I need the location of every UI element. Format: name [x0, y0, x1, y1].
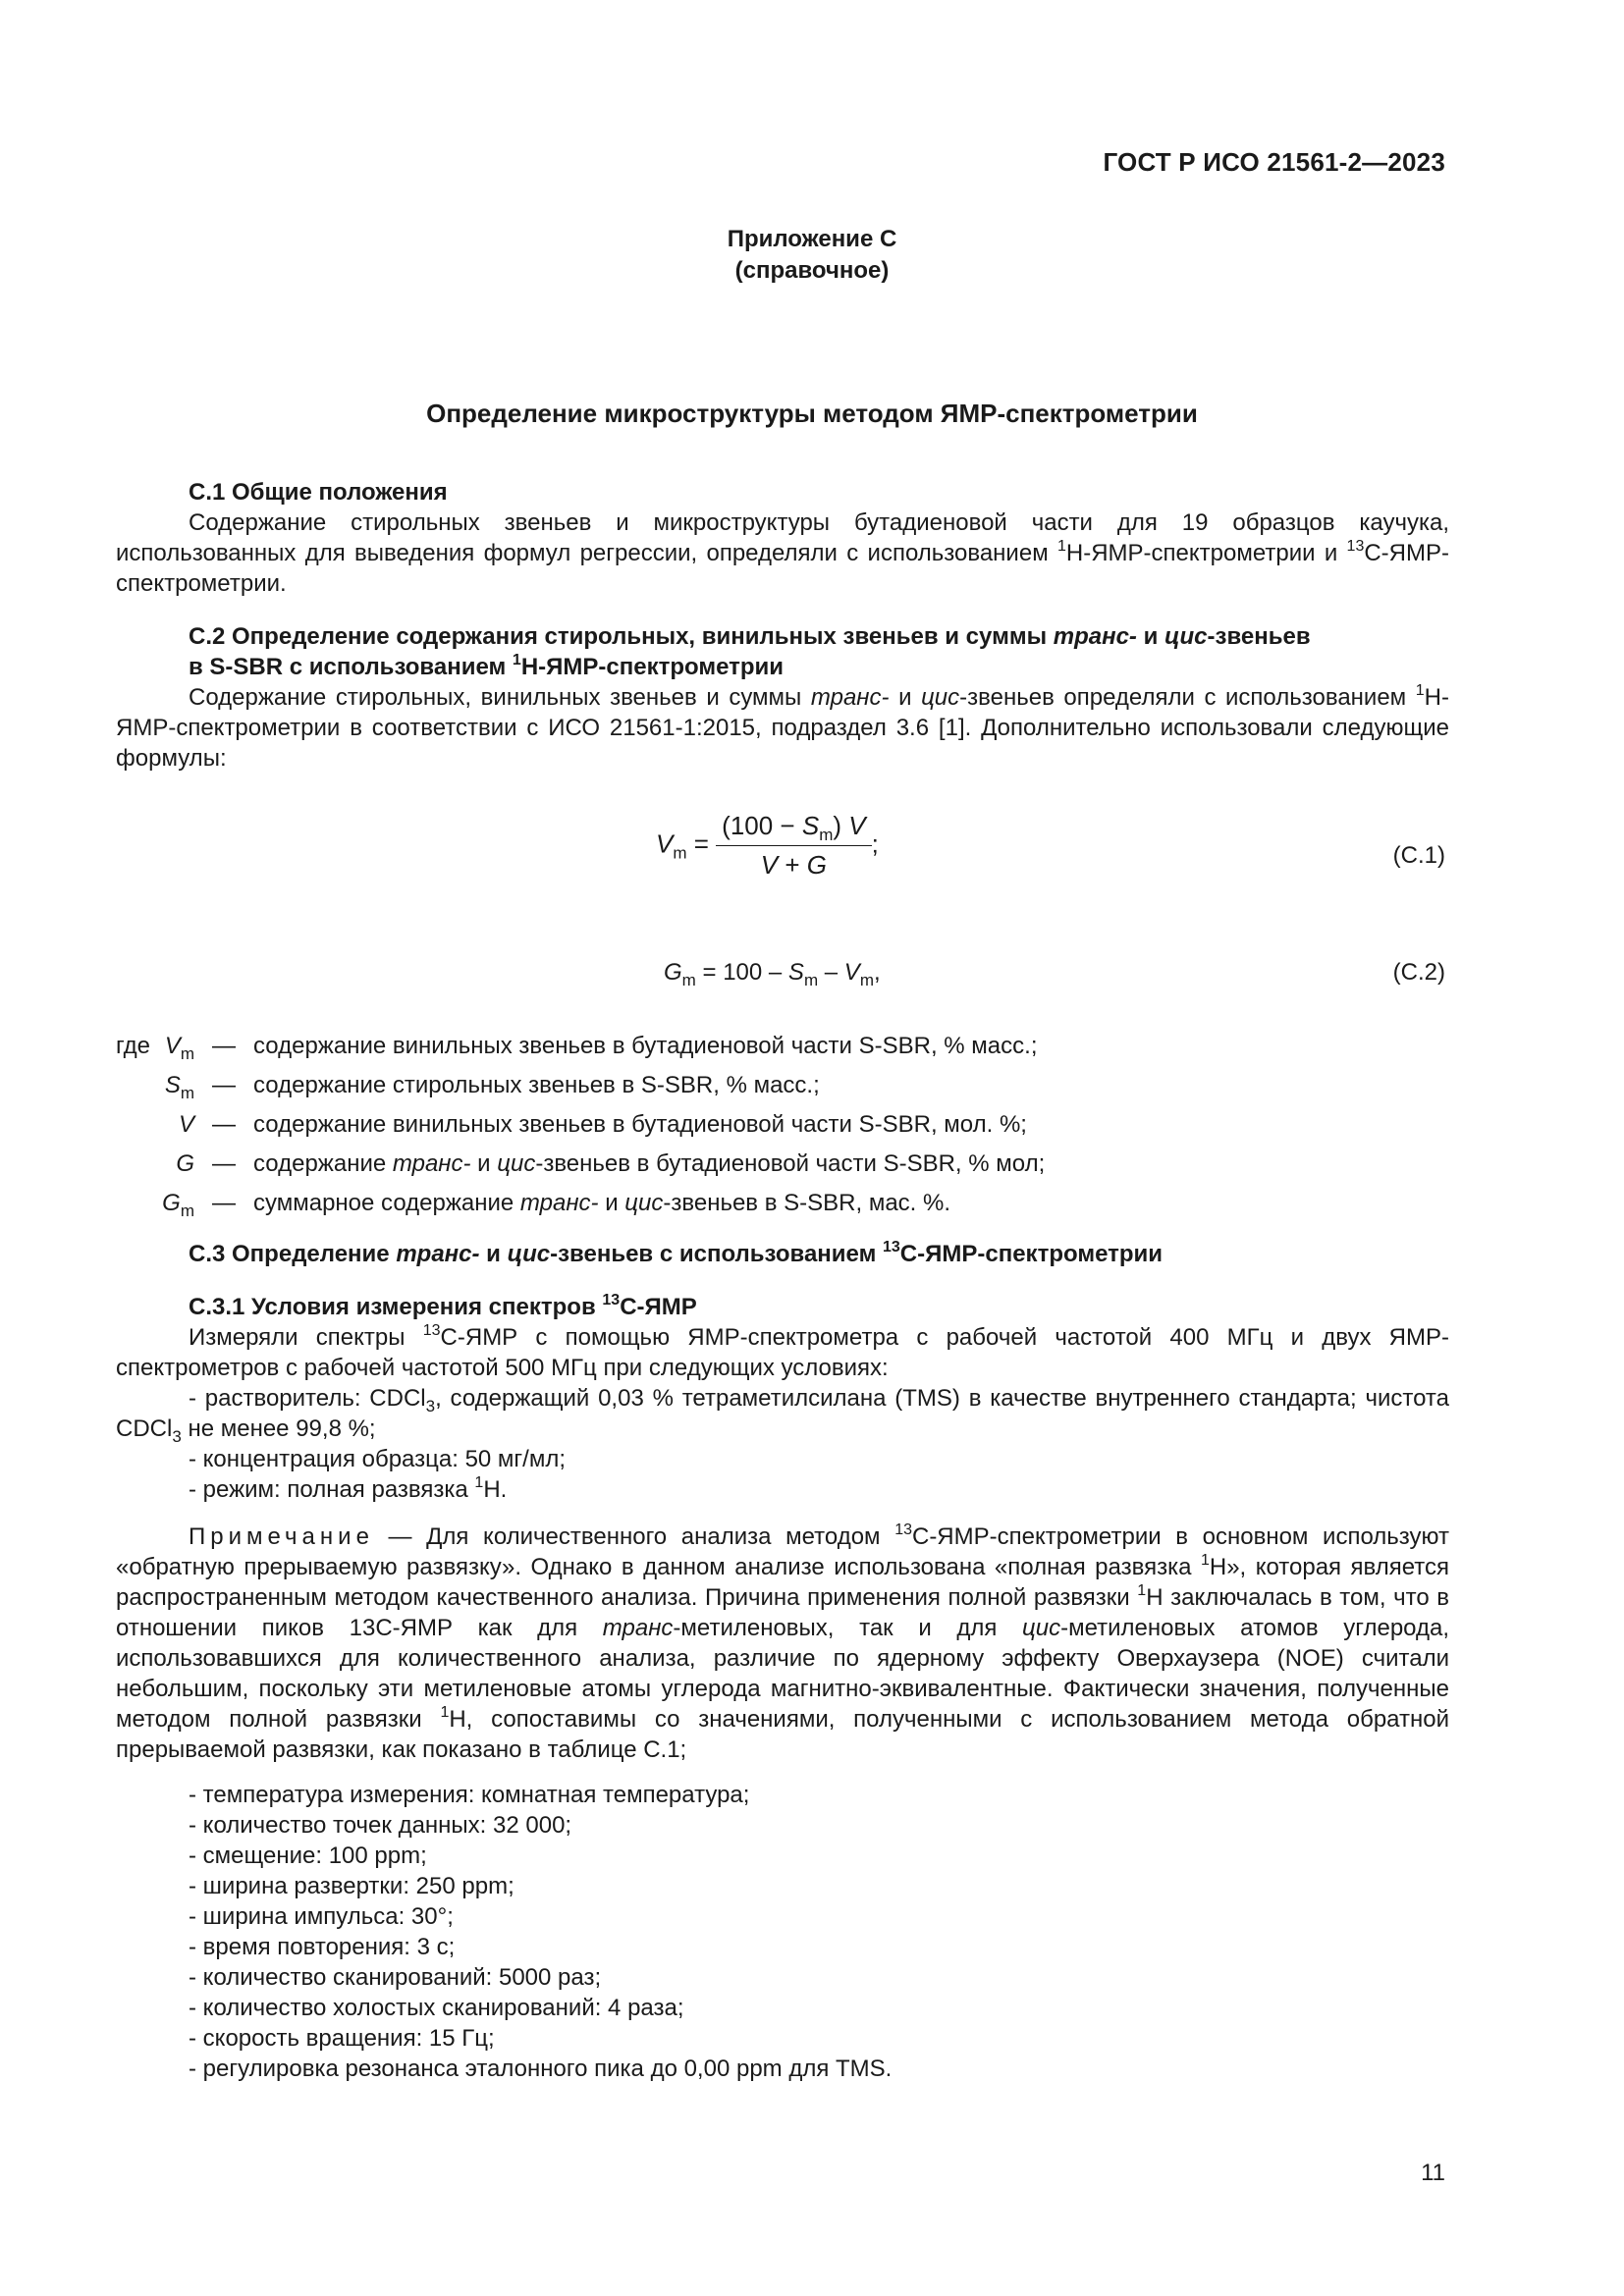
list-item: - количество сканирований: 5000 раз; [189, 1962, 1449, 1993]
equals-sign: = [693, 828, 717, 859]
italic-run: транс [602, 1615, 674, 1641]
definition-symbol [116, 1033, 194, 1063]
definition-dash: — [212, 1033, 236, 1059]
italic-run: цис [1022, 1615, 1061, 1641]
definition-symbol [116, 1072, 194, 1102]
italic-run: цис [497, 1150, 536, 1177]
text-run: = 100 – [695, 959, 788, 986]
text-run: С-ЯМР [620, 1294, 697, 1320]
annex-heading [0, 224, 1624, 287]
text-run: -метиленовых атомов углерода, использовавшихся для количественного анализа, различие по ядерному эффекту Оверхаузера (NOE) считали небольшим, поскольку эти метиленовые атомы углерода магнитно-эквивалентные. Фактически значения, полученные методом полной развязки [116, 1615, 1450, 1733]
subscript: 3 [425, 1397, 436, 1415]
text-run: и [889, 684, 922, 711]
superscript: 1 [1200, 1552, 1210, 1569]
text-run: Н-ЯМР-спектрометрии и [1065, 540, 1347, 566]
text-run: С-ЯМР-спектрометрии [899, 1241, 1164, 1267]
list-item: - регулировка резонанса эталонного пика до 0,00 ppm для TMS. [189, 2054, 1449, 2084]
list-item: - ширина развертки: 250 ppm; [189, 1871, 1449, 1901]
condition-mode [116, 1474, 1449, 1505]
list-item: - температура измерения: комнатная температура; [189, 1780, 1449, 1810]
text-run: ; [871, 828, 879, 859]
subscript: 3 [172, 1427, 182, 1446]
text-run: С-ЯМР с помощью ЯМР-спектрометра с рабочей частотой 400 МГц и двух ЯМР-спектрометров с рабочей частотой 500 МГц при следующих условиях: [116, 1324, 1450, 1381]
section-c3-1 [116, 1292, 1449, 1505]
definition-text: содержание стирольных звеньев в S-SBR, % масс.; [253, 1072, 820, 1098]
definition-text [253, 1190, 950, 1217]
text-run: Содержание стирольных, винильных звеньев и суммы [189, 684, 811, 711]
superscript: 13 [602, 1292, 621, 1308]
subscript: m [859, 971, 874, 989]
text-run: С.3.1 Условия измерения спектров [189, 1294, 603, 1320]
italic-run: цис [921, 684, 960, 711]
superscript: 13 [422, 1322, 441, 1339]
text-run: + [778, 850, 807, 880]
equation-number-c1: (С.1) [1392, 842, 1445, 869]
formula-var: G [162, 1190, 181, 1216]
text-run: в S-SBR с использованием [189, 654, 513, 680]
text-run: -метиленовых, так и для [673, 1615, 1023, 1641]
text-run: , [873, 959, 881, 986]
definition-dash: — [212, 1190, 236, 1216]
italic-run: цис [507, 1241, 551, 1267]
formula-var: V [848, 811, 866, 840]
section-c1-paragraph [116, 507, 1449, 599]
formula-c1 [656, 811, 879, 881]
subscript: m [819, 826, 834, 844]
text-run: (100 − [722, 811, 802, 840]
note-label: Примечание [189, 1523, 374, 1550]
text-run: Н», которая является распространенным методом качественного анализа. Причина применения полной развязки [116, 1554, 1449, 1611]
standard-designation: ГОСТ Р ИСО 21561-2—2023 [1103, 147, 1445, 177]
definition-dash: — [212, 1150, 236, 1177]
definition-dash: — [212, 1111, 236, 1138]
page-number: 11 [1421, 2160, 1445, 2186]
text-run: содержание [253, 1150, 393, 1177]
note-block [116, 1522, 1449, 1765]
formula-var: V [843, 959, 860, 986]
formula-var: G [176, 1150, 194, 1177]
superscript: 1 [1137, 1582, 1147, 1599]
text-run: — Для количественного анализа методом [373, 1523, 895, 1550]
text-run: , содержащий 0,03 % тетраметилсилана (TMS) в качестве внутреннего стандарта; чистота CDCl [116, 1385, 1450, 1442]
formula-var: V [164, 1033, 181, 1059]
list-item: - количество холостых сканирований: 4 раза; [189, 1993, 1449, 2023]
definition-symbol [116, 1190, 194, 1220]
text-run: Н заключалась в том, что в отношении пиков 13С-ЯМР как для [116, 1584, 1449, 1641]
superscript: 13 [1346, 538, 1365, 555]
subscript: m [673, 843, 687, 863]
section-c3 [116, 1239, 1449, 1269]
condition-concentration: - концентрация образца: 50 мг/мл; [189, 1446, 567, 1472]
text-run: и [1136, 623, 1165, 650]
superscript: 1 [1056, 538, 1066, 555]
parameter-list [116, 1780, 1449, 2084]
italic-run: транс- [392, 1150, 471, 1177]
text-run: -звеньев в бутадиеновой части S-SBR, % мол; [535, 1150, 1046, 1177]
section-c2-heading [116, 621, 1449, 652]
annex-subtitle: (справочное) [734, 257, 890, 284]
text-run: – [818, 959, 844, 986]
text-run: Н-ЯМР-спектрометрии [520, 654, 785, 680]
text-run: С.2 Определение содержания стирольных, винильных звеньев и суммы [189, 623, 1054, 650]
text-run: - режим: полная развязка [189, 1476, 475, 1503]
formula-var: S [801, 811, 820, 840]
list-item: - смещение: 100 ppm; [189, 1841, 1449, 1871]
section-c2-paragraph [116, 682, 1449, 774]
text-run: суммарное содержание [253, 1190, 520, 1216]
definition-text [253, 1150, 1045, 1178]
formula-var: S [787, 959, 804, 986]
section-c3-1-heading [116, 1292, 1449, 1322]
subscript: m [681, 971, 696, 989]
where-label: где [116, 1033, 151, 1059]
text-run: Измеряли спектры [189, 1324, 423, 1351]
text-run: и [598, 1190, 625, 1216]
text-run: - растворитель: CDCl [189, 1385, 426, 1412]
list-item: - скорость вращения: 15 Гц; [189, 2023, 1449, 2054]
text-run: С-ЯМР-спектрометрии в основном используют «обратную прерываемую развязку». Однако в данном анализе использована «полная развязка [116, 1523, 1449, 1580]
subscript: m [180, 1044, 194, 1063]
parameter-list-block [116, 1780, 1449, 2084]
text-run: -звеньев определяли с использованием [959, 684, 1416, 711]
text-run: -звеньев с использованием [550, 1241, 883, 1267]
superscript: 1 [1415, 682, 1425, 699]
definition-symbol [116, 1111, 194, 1139]
formula-var: V [178, 1111, 194, 1138]
list-item: - время повторения: 3 с; [189, 1932, 1449, 1962]
section-c1 [116, 477, 1449, 599]
superscript: 13 [894, 1522, 912, 1538]
text-run: Н. [483, 1476, 508, 1503]
text-run: С-ЯМР-спектрометрии. [116, 540, 1449, 597]
list-item: - количество точек данных: 32 000; [189, 1810, 1449, 1841]
superscript: 1 [474, 1474, 484, 1491]
text-run: ) [833, 811, 849, 840]
text-run: Н-ЯМР-спектрометрии в соответствии с ИСО 21561-1:2015, подраздел 3.6 [1]. Дополнительно использовали следующие формулы: [116, 684, 1449, 772]
definition-text: содержание винильных звеньев в бутадиеновой части S-SBR, % масс.; [253, 1033, 1038, 1059]
note-paragraph [116, 1522, 1449, 1765]
text-run: Содержание стирольных звеньев и микроструктуры бутадиеновой части для 19 образцов каучука, использованных для выведения формул регрессии, определяли с использованием [116, 509, 1449, 566]
equation-number-c2: (С.2) [1392, 959, 1445, 986]
fraction-denominator [716, 846, 871, 881]
fraction [716, 811, 871, 881]
superscript: 1 [440, 1704, 450, 1721]
formula-var: G [664, 959, 682, 986]
text-run: Н, сопоставимы со значениями, полученными с использованием метода обратной прерываемой развязки, как показано в таблице С.1; [116, 1706, 1450, 1763]
definition-text: содержание винильных звеньев в бутадиеновой части S-SBR, мол. %; [253, 1111, 1027, 1138]
condition-solvent [116, 1383, 1449, 1444]
text-run: С.3 Определение [189, 1241, 397, 1267]
superscript: 13 [883, 1239, 900, 1255]
section-c1-heading: С.1 Общие положения [189, 479, 448, 506]
list-item: - ширина импульса: 30°; [189, 1901, 1449, 1932]
fraction-numerator [716, 811, 871, 846]
formula-c2 [664, 959, 881, 987]
italic-run: цис [624, 1190, 664, 1216]
section-c3-1-paragraph [116, 1322, 1449, 1383]
formula-var: G [806, 850, 827, 880]
text-run: -звеньев в S-SBR, мас. %. [663, 1190, 951, 1216]
formula-var: S [164, 1072, 181, 1098]
italic-run: цис [1164, 623, 1208, 650]
section-c3-heading [116, 1239, 1449, 1269]
document-title: Определение микроструктуры методом ЯМР-спектрометрии [426, 399, 1198, 428]
formula-var: V [656, 828, 674, 859]
annex-title: Приложение С [727, 226, 897, 252]
subscript: m [803, 971, 819, 989]
italic-run: транс- [519, 1190, 599, 1216]
superscript: 1 [512, 652, 521, 668]
text-run: и [470, 1150, 498, 1177]
italic-run: транс- [1053, 623, 1137, 650]
definition-dash: — [212, 1072, 236, 1098]
italic-run: транс- [396, 1241, 480, 1267]
formula-var: V [760, 850, 779, 880]
text-run: не менее 99,8 %; [181, 1415, 376, 1442]
text-run: -звеньев [1207, 623, 1311, 650]
subscript: m [180, 1084, 194, 1102]
italic-run: транс- [810, 684, 890, 711]
section-c2 [116, 621, 1449, 774]
subscript: m [180, 1201, 194, 1220]
definition-symbol [116, 1150, 194, 1178]
text-run: и [479, 1241, 508, 1267]
section-c2-heading-line2 [116, 652, 1449, 682]
